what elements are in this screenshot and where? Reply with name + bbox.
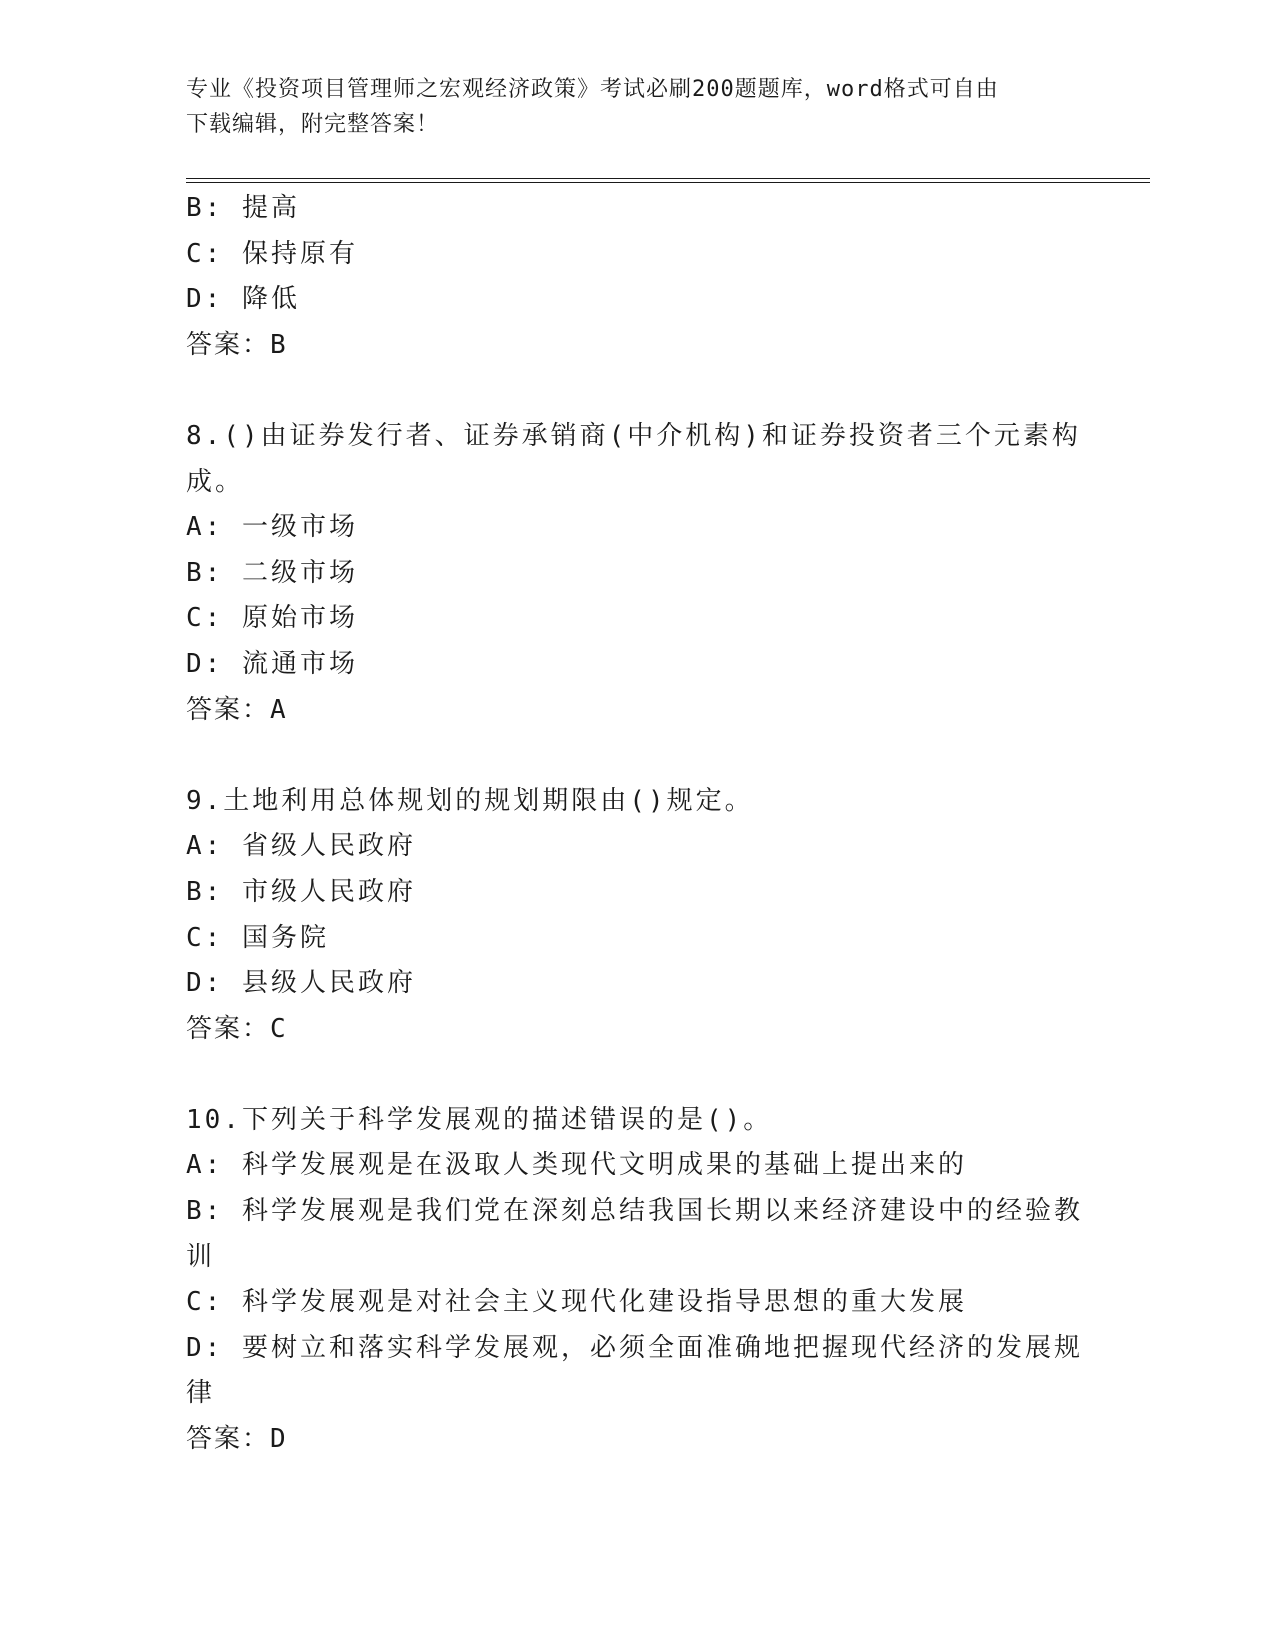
option-text: C: 原始市场 — [186, 603, 358, 634]
blank-line — [186, 1052, 1086, 1098]
question-text: 成。 — [186, 466, 245, 497]
answer-label: 答案： — [186, 1013, 271, 1044]
answer-line — [186, 688, 1086, 734]
option-text: B: 市级人民政府 — [186, 876, 416, 907]
answer-value: A — [270, 694, 289, 725]
answer-label: 答案： — [186, 694, 271, 725]
option-text: D: 流通市场 — [186, 648, 358, 679]
question-text: 10.下列关于科学发展观的描述错误的是()。 — [186, 1104, 773, 1135]
option-text: B: 二级市场 — [186, 557, 358, 588]
blank-line — [186, 733, 1086, 779]
header-line-1: 专业《投资项目管理师之宏观经济政策》考试必刷200题题库，word格式可自由 — [186, 77, 999, 102]
option-text: A: 科学发展观是在汲取人类现代文明成果的基础上提出来的 — [186, 1150, 967, 1181]
option-text: 训 — [186, 1241, 216, 1272]
question-text: 9.土地利用总体规划的规划期限由()规定。 — [186, 785, 754, 816]
option-text: C: 国务院 — [186, 922, 329, 953]
answer-value: C — [270, 1013, 289, 1044]
header-line-2: 下载编辑，附完整答案！ — [186, 112, 440, 137]
answer-line — [186, 1007, 1086, 1053]
header-divider — [186, 178, 1150, 183]
answer-label: 答案： — [186, 329, 271, 360]
option-text: A: 一级市场 — [186, 512, 358, 543]
option-text: C: 科学发展观是对社会主义现代化建设指导思想的重大发展 — [186, 1287, 967, 1318]
answer-value: B — [270, 329, 289, 360]
question-list — [186, 186, 1086, 1463]
option-text: D: 降低 — [186, 284, 300, 315]
option-text: B: 科学发展观是我们党在深刻总结我国长期以来经济建设中的经验教 — [186, 1196, 1083, 1227]
question-text: 8.()由证券发行者、证券承销商(中介机构)和证券投资者三个元素构 — [186, 420, 1081, 451]
option-text: A: 省级人民政府 — [186, 831, 416, 862]
answer-line — [186, 1417, 1086, 1463]
option-text: 律 — [186, 1378, 216, 1409]
blank-line — [186, 368, 1086, 414]
answer-label: 答案： — [186, 1424, 271, 1455]
option-text: D: 要树立和落实科学发展观，必须全面准确地把握现代经济的发展规 — [186, 1332, 1083, 1363]
option-text: D: 县级人民政府 — [186, 968, 416, 999]
option-text: B: 提高 — [186, 193, 300, 223]
answer-line — [186, 323, 1086, 369]
document-header — [186, 72, 1066, 142]
option-text: C: 保持原有 — [186, 238, 358, 269]
answer-value: D — [270, 1424, 289, 1455]
